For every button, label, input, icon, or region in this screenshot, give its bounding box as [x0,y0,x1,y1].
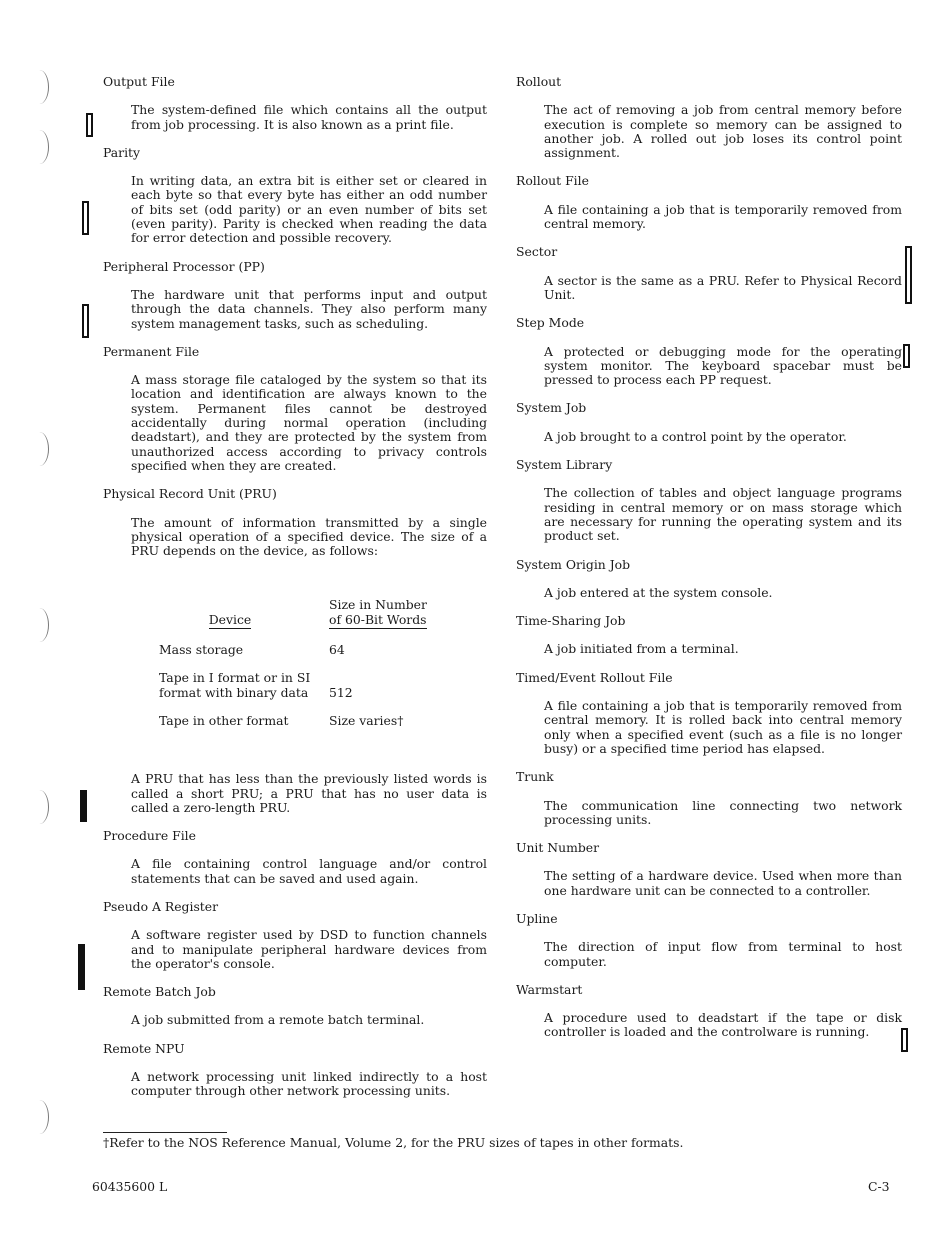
table-cell-size: 64 [329,642,345,658]
table-header-size: Size in Number of 60-Bit Words [329,598,427,629]
change-bar [78,944,85,990]
glossary-term: Permanent File [103,343,200,359]
change-bar [901,1028,908,1052]
glossary-entry [103,345,487,473]
glossary-term: Trunk [516,769,554,785]
glossary-definition: The setting of a hardware device. Used when more than one hardware unit can be connected to a controller. [544,868,902,898]
table-cell-device: Mass storage [159,642,244,658]
glossary-definition: The system-defined file which contains all the output from job processing. It is also known as a print file. [131,102,487,132]
glossary-term: Warmstart [516,981,583,997]
glossary-term: System Library [516,457,613,473]
glossary-definition: A PRU that has less than the previously listed words is called a short PRU; a PRU that has no user data is called a zero-length PRU. [131,771,487,815]
glossary-entry [516,75,902,160]
page-number: C-3 [868,1179,890,1194]
glossary-entry [103,260,487,331]
glossary-definition: A file containing a job that is temporarily removed from central memory. [544,201,902,232]
table-row [131,700,427,728]
glossary-definition: A protected or debugging mode for the operating system monitor. The keyboard spacebar must be pressed to process each PP request. [544,343,902,388]
footnote-divider [103,1132,227,1133]
glossary-definition: A job initiated from a terminal. [544,641,739,657]
glossary-term: Step Mode [516,315,585,331]
glossary-definition: A file containing control language and/or control statements that can be saved and used again. [131,856,487,886]
glossary-definition: A network processing unit linked indirectly to a host computer through other network processing units. [131,1069,487,1099]
glossary-term: Procedure File [103,828,196,844]
glossary-entry [103,1042,487,1099]
glossary-definition: The amount of information transmitted by a single physical operation of a specified device. The size of a PRU depends on the device, as follows: [131,514,487,559]
glossary-definition: A job entered at the system console. [544,584,773,600]
glossary-entry [103,146,487,246]
glossary-entry [103,985,487,1028]
binder-hole-mark [30,790,49,824]
glossary-entry [103,829,487,886]
glossary-term: System Job [516,400,587,416]
change-bar [82,201,89,235]
glossary-term: Sector [516,244,558,260]
glossary-definition: The direction of input flow from terminal to host computer. [544,939,902,969]
glossary-entry [516,614,902,657]
glossary-term: Timed/Event Rollout File [516,669,673,685]
glossary-term: Rollout File [516,173,589,189]
pru-size-table [131,598,427,728]
glossary-term: Pseudo A Register [103,898,219,914]
table-row [131,657,427,700]
glossary-entry [103,75,487,132]
binder-hole-mark [30,130,49,164]
glossary-entry [516,174,902,231]
change-bar [86,113,93,137]
glossary-term: Remote NPU [103,1040,185,1056]
glossary-entry [516,558,902,601]
table-row [131,629,427,657]
glossary-term: Peripheral Processor (PP) [103,258,265,274]
glossary-entry [516,841,902,898]
glossary-entry [516,770,902,827]
glossary-entry [103,900,487,971]
glossary-definition: The collection of tables and object language programs residing in central memory or on mass storage which are necessary for running the operating system and its product set. [544,485,902,544]
glossary-definition: The act of removing a job from central memory before execution is complete so memory can be assigned to another job. A rolled out job loses its control point assignment. [544,102,902,161]
glossary-term: Upline [516,910,558,926]
binder-hole-mark [30,608,49,642]
glossary-definition: The communication line connecting two network processing units. [544,797,902,827]
glossary-entry [516,245,902,302]
glossary-definition: A file containing a job that is temporarily removed from central memory. It is rolled back into central memory only when a specified event (such as a file is no longer busy) or a specified time period has elapsed. [544,698,902,756]
glossary-entry [516,401,902,444]
table-cell-device: Tape in I format or in SI format with binary data [159,670,311,700]
glossary-definition: A job brought to a control point by the operator. [544,428,847,444]
table-cell-device: Tape in other format [159,712,289,728]
glossary-term: Rollout [516,74,562,89]
glossary-definition: A software register used by DSD to function channels and to manipulate peripheral hardware devices from the operator's console. [131,927,487,971]
change-bar [905,246,912,304]
left-column [103,75,487,1113]
glossary-term: System Origin Job [516,556,631,572]
glossary-definition: A job submitted from a remote batch terminal. [131,1012,425,1028]
footnote: †Refer to the NOS Reference Manual, Volume 2, for the PRU sizes of tapes in other formats. [103,1135,684,1150]
glossary-term: Time-Sharing Job [516,613,626,629]
glossary-entry [516,671,902,756]
glossary-entry [103,487,487,815]
glossary-term: Output File [103,74,175,89]
table-cell-size: Size varies† [329,712,404,728]
glossary-definition: A procedure used to deadstart if the tape or disk controller is loaded and the controlware is running. [544,1010,902,1040]
glossary-definition: A sector is the same as a PRU. Refer to Physical Record Unit. [544,272,902,302]
change-bar [82,304,89,338]
glossary-term: Physical Record Unit (PRU) [103,486,277,502]
change-bar [903,344,910,368]
glossary-term: Unit Number [516,840,600,856]
glossary-term: Parity [103,144,141,160]
document-number: 60435600 L [92,1179,168,1194]
binder-hole-mark [30,70,49,104]
glossary-entry [516,983,902,1040]
glossary-definition: A mass storage file cataloged by the system so that its location and identification are always known to the system. Permanent files cannot be destroyed accidentally during normal operation (including deadstart), and they are protected by the system from unauthorized access according to privacy controls specified when they are created. [131,372,487,473]
glossary-definition: The hardware unit that performs input and output through the data channels. They also perform many system management tasks, such as scheduling. [131,286,487,331]
glossary-entry [516,458,902,543]
binder-hole-mark [30,432,49,466]
glossary-entry [516,912,902,969]
glossary-definition: In writing data, an extra bit is either set or cleared in each byte so that every byte has either an odd number of bits set (odd parity) or an even number of bits set (even parity). Parity is checked when reading the data for error detection and possible recovery. [131,173,487,246]
table-cell-size: 512 [329,684,353,700]
binder-hole-mark [30,1100,49,1134]
glossary-entry [516,316,902,387]
change-bar [80,790,87,822]
right-column [516,75,902,1054]
glossary-term: Remote Batch Job [103,984,216,1000]
table-header-device: Device [131,598,329,629]
